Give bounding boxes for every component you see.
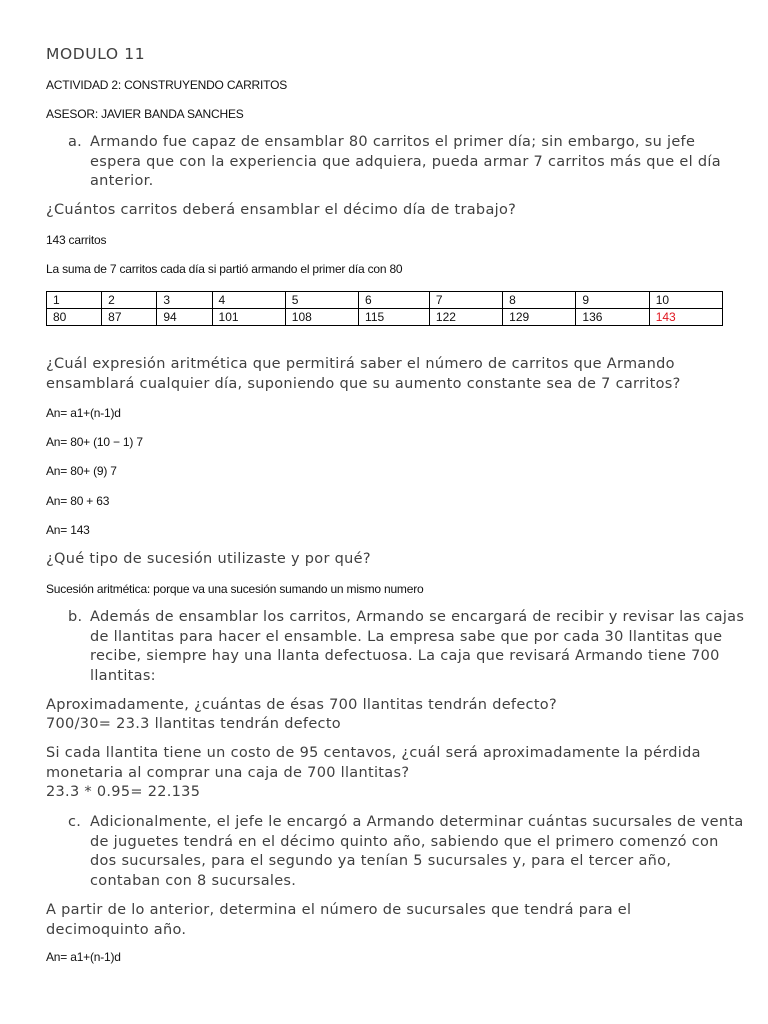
question-3: ¿Qué tipo de sucesión utilizaste y por qué? <box>46 551 371 567</box>
table-cell: 1 <box>47 292 102 309</box>
table-cell: 101 <box>212 309 285 326</box>
table-row-values <box>47 309 723 326</box>
table-cell: 9 <box>576 292 649 309</box>
answer-1-note: La suma de 7 carritos cada día si partió armando el primer día con 80 <box>46 262 403 276</box>
table-cell: 115 <box>359 309 430 326</box>
answer-4: 700/30= 23.3 llantitas tendrán defecto <box>46 716 341 732</box>
formula-2: An= a1+(n-1)d <box>46 950 121 964</box>
question-6: A partir de lo anterior, determina el número de sucursales que tendrá para el decimoquinto año. <box>46 902 632 938</box>
table-cell: 8 <box>503 292 576 309</box>
formula-line: An= 80+ (10 − 1) 7 <box>46 435 143 449</box>
formula-line: An= 80 + 63 <box>46 494 110 508</box>
table-cell: 4 <box>212 292 285 309</box>
activity-heading: ACTIVIDAD 2: CONSTRUYENDO CARRITOS <box>46 78 288 92</box>
item-c-marker: c. <box>68 814 82 830</box>
table-cell-highlight: 143 <box>649 309 722 326</box>
item-a-marker: a. <box>68 134 83 150</box>
days-table <box>46 291 723 326</box>
table-cell: 87 <box>102 309 157 326</box>
answer-1: 143 carritos <box>46 233 107 247</box>
document-title: MODULO 11 <box>46 45 146 63</box>
answer-5: 23.3 * 0.95= 22.135 <box>46 784 201 800</box>
table-cell: 122 <box>429 309 502 326</box>
table-cell: 94 <box>157 309 212 326</box>
answer-3: Sucesión aritmética: porque va una sucesión sumando un mismo numero <box>46 582 424 596</box>
item-a-text: Armando fue capaz de ensamblar 80 carritos el primer día; sin embargo, su jefe espera que con la experiencia que adquiera, pueda armar 7 carritos más que el día anterior. <box>90 134 721 189</box>
item-b-marker: b. <box>68 609 83 625</box>
table-cell: 129 <box>503 309 576 326</box>
item-b-text: Además de ensamblar los carritos, Armando se encargará de recibir y revisar las cajas de llantitas para hacer el ensamble. La empresa sabe que por cada 30 llantitas que recibe, siempre hay una llanta defectuosa. La caja que revisará Armando tiene 700 llantitas: <box>90 609 745 684</box>
item-c-text: Adicionalmente, el jefe le encargó a Armando determinar cuántas sucursales de venta de juguetes tendrá en el décimo quinto año, sabiendo que el primero comenzó con dos sucursales, para el segundo ya tenían 5 sucursales y, para el tercer año, contaban con 8 sucursales. <box>90 814 744 889</box>
table-cell: 7 <box>429 292 502 309</box>
question-5: Si cada llantita tiene un costo de 95 centavos, ¿cuál será aproximadamente la pérdida monetaria al comprar una caja de 700 llantitas? <box>46 745 701 781</box>
formula-line: An= a1+(n-1)d <box>46 406 121 420</box>
table-cell: 108 <box>285 309 358 326</box>
table-cell: 3 <box>157 292 212 309</box>
advisor-line: ASESOR: JAVIER BANDA SANCHES <box>46 107 244 121</box>
table-cell: 80 <box>47 309 102 326</box>
table-cell: 10 <box>649 292 722 309</box>
table-cell: 2 <box>102 292 157 309</box>
question-4: Aproximadamente, ¿cuántas de ésas 700 llantitas tendrán defecto? <box>46 697 557 713</box>
table-cell: 136 <box>576 309 649 326</box>
table-cell: 5 <box>285 292 358 309</box>
formula-line: An= 80+ (9) 7 <box>46 464 117 478</box>
question-1: ¿Cuántos carritos deberá ensamblar el décimo día de trabajo? <box>46 202 517 218</box>
formula-result: An= 143 <box>46 523 90 537</box>
table-cell: 6 <box>359 292 430 309</box>
question-2: ¿Cuál expresión aritmética que permitirá saber el número de carritos que Armando ensamblará cualquier día, suponiendo que su aumento constante sea de 7 carritos? <box>46 356 681 392</box>
table-row-days <box>47 292 723 309</box>
